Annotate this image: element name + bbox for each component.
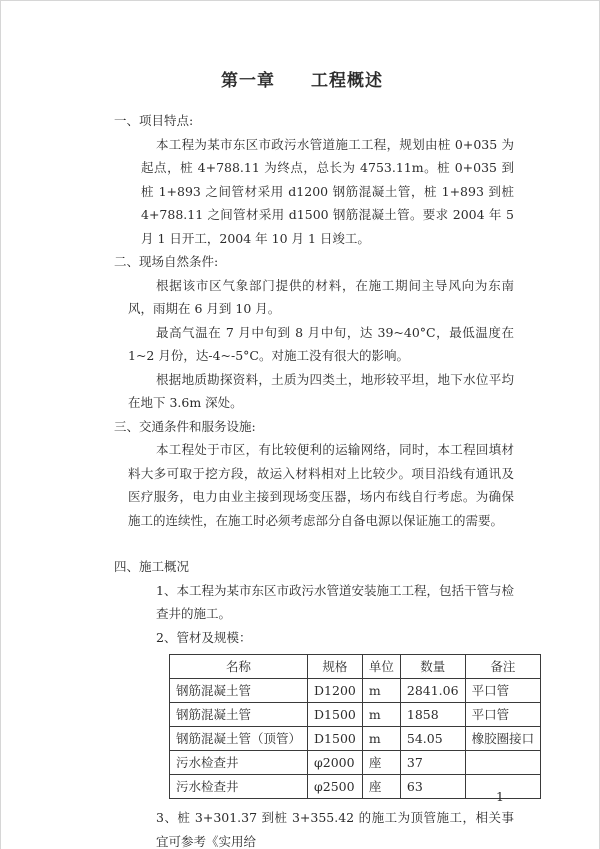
table-row (170, 727, 541, 751)
table-cell: 钢筋混凝土管（顶管） (170, 727, 308, 751)
table-cell: 座 (362, 775, 400, 799)
table-row (170, 775, 541, 799)
table-cell: 63 (400, 775, 465, 799)
table-cell: 平口管 (465, 703, 541, 727)
table-cell: m (362, 727, 400, 751)
table-cell: 1858 (400, 703, 465, 727)
paragraph: 本工程处于市区，有比较便利的运输网络，同时，本工程回填材料大多可取于挖方段，故运入材料相对上比较少。项目沿线有通讯及医疗服务，电力由业主接到现场变压器，场内布线自行考虑。为确保施工的连续性，在施工时必须考虑部分自备电源以保证施工的需要。 (128, 442, 514, 528)
table-cell: m (362, 679, 400, 703)
section-heading: 一、项目特点: (114, 113, 194, 128)
table-cell: 污水检查井 (170, 775, 308, 799)
section-construction-overview (114, 555, 535, 849)
section-heading: 四、施工概况 (114, 559, 190, 574)
table-header-cell: 单位 (362, 655, 400, 679)
list-item: 3、桩 3+301.37 到桩 3+355.42 的施工为顶管施工，相关事宜可参考《实用给 (156, 810, 514, 849)
table-cell: D1200 (308, 679, 363, 703)
table-header-cell: 数量 (400, 655, 465, 679)
table-row (170, 703, 541, 727)
table-header-cell: 规格 (308, 655, 363, 679)
paragraph: 最高气温在 7 月中旬到 8 月中旬，达 39~40°C，最低温度在 1~2 月份，达-4~-5°C。对施工没有很大的影响。 (128, 324, 514, 363)
table-cell: 54.05 (400, 727, 465, 751)
table-cell: 平口管 (465, 679, 541, 703)
table-header-cell: 备注 (465, 655, 541, 679)
table-header-cell: 名称 (170, 655, 308, 679)
table-row (170, 679, 541, 703)
table-cell: 37 (400, 751, 465, 775)
table-cell: 橡胶圈接口 (465, 727, 541, 751)
table-cell: φ2000 (308, 751, 363, 775)
list-item: 1、本工程为某市东区市政污水管道安装施工工程，包括干管与检查井的施工。 (156, 582, 514, 621)
table-cell: D1500 (308, 727, 363, 751)
page-number: 1 (496, 789, 504, 804)
table-cell (465, 751, 541, 775)
table-row (170, 751, 541, 775)
section-heading: 三、交通条件和服务设施: (114, 418, 256, 434)
section-project-features (114, 109, 514, 250)
table-cell: 钢筋混凝土管 (170, 703, 308, 727)
list-item: 2、管材及规模： (156, 629, 252, 645)
section-heading: 二、现场自然条件: (114, 254, 219, 269)
table-cell: 钢筋混凝土管 (170, 679, 308, 703)
table-cell: 2841.06 (400, 679, 465, 703)
paragraph: 根据该市区气象部门提供的材料，在施工期间主导风向为东南风，雨期在 6 月到 10 月。 (128, 277, 514, 316)
table-cell: 污水检查井 (170, 751, 308, 775)
chapter-title: 第一章 工程概述 (221, 71, 383, 91)
paragraph: 根据地质勘探资料，土质为四类土，地形较平坦，地下水位平均在地下 3.6m 深处。 (128, 371, 514, 410)
section-traffic-services (114, 415, 514, 533)
table-cell: m (362, 703, 400, 727)
materials-table (169, 654, 541, 799)
table-cell: φ2500 (308, 775, 363, 799)
table-cell: D1500 (308, 703, 363, 727)
table-cell: 座 (362, 751, 400, 775)
section-site-conditions (114, 250, 514, 415)
paragraph: 本工程为某市东区市政污水管道施工工程，规划由桩 0+035 为起点，桩 4+788.11 为终点，总长为 4753.11m。桩 0+035 到桩 1+893 之间管材采用 d1200 钢筋混凝土管，桩 1+893 到桩 4+788.11 之间管材采用 d1500 钢筋混凝土管。要求 2004 年 5 月 1 日开工，2004 年 10 月 1 日竣工。 (141, 136, 514, 246)
table-header-row (170, 655, 541, 679)
